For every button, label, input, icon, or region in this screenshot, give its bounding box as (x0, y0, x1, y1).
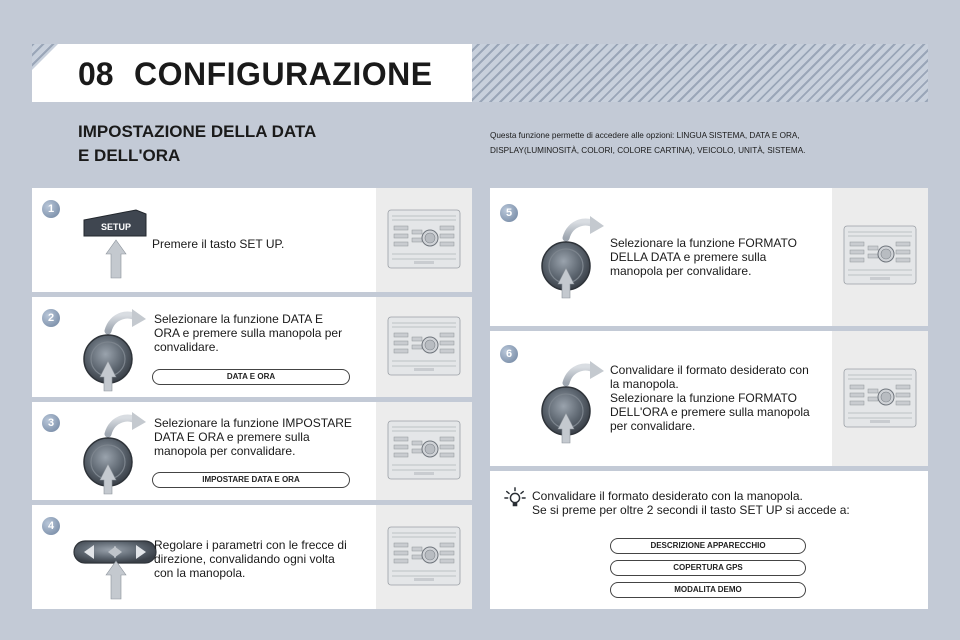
car-radio-icon (386, 204, 462, 276)
rotary-knob-icon (536, 212, 606, 302)
section-title-line2: E DELL'ORA (78, 146, 181, 165)
car-radio-icon (386, 521, 462, 593)
chapter-number: 08 (78, 56, 114, 92)
step-2-text-line3: convalidare. (154, 340, 219, 354)
step-4-panel (32, 505, 472, 609)
step-6-text (610, 363, 834, 433)
step-5-badge: 5 (500, 204, 518, 222)
menu-label-data-e-ora: DATA E ORA (152, 369, 350, 385)
step-5-text-line1: Selezionare la funzione FORMATO (610, 236, 797, 250)
step-4-text-line3: con la manopola. (154, 566, 246, 580)
step-3-text-line1: Selezionare la funzione IMPOSTARE (154, 416, 352, 430)
step-4-text-line1: Regolare i parametri con le frecce di (154, 538, 347, 552)
step-6-panel (490, 331, 928, 466)
step-3-text-line3: manopola per convalidare. (154, 444, 296, 458)
tip-text (532, 489, 922, 517)
rotary-knob-icon (536, 357, 606, 447)
section-title (78, 120, 378, 168)
step-5-panel (490, 188, 928, 326)
step-5-image-area (832, 188, 928, 326)
step-2-text-line2: ORA e premere sulla manopola per (154, 326, 343, 340)
direction-pad-icon (70, 523, 160, 603)
car-radio-icon (386, 311, 462, 383)
step-3-image-area (376, 402, 472, 500)
step-2-badge: 2 (42, 309, 60, 327)
step-4-badge: 4 (42, 517, 60, 535)
step-2-image-area (376, 297, 472, 397)
menu-label-copertura-gps: COPERTURA GPS (610, 560, 806, 576)
setup-key-icon (76, 202, 152, 286)
step-2-panel (32, 297, 472, 397)
step-1-text: Premere il tasto SET UP. (152, 237, 285, 251)
step-1-panel (32, 188, 472, 292)
car-radio-icon (842, 220, 918, 292)
step-5-text-line3: manopola per convalidare. (610, 264, 752, 278)
step-6-text-line1: Convalidare il formato desiderato con (610, 363, 809, 377)
car-radio-icon (842, 363, 918, 435)
tip-line1: Convalidare il formato desiderato con la manopola. (532, 489, 803, 503)
tip-panel (490, 471, 928, 609)
step-4-image-area (376, 505, 472, 609)
step-6-image-area (832, 331, 928, 466)
step-3-text-line2: DATA E ORA e premere sulla (154, 430, 310, 444)
step-3-text (154, 416, 374, 458)
light-bulb-icon (504, 487, 526, 509)
menu-label-descrizione-apparecchio: DESCRIZIONE APPARECCHIO (610, 538, 806, 554)
section-title-line1: IMPOSTAZIONE DELLA DATA (78, 122, 317, 141)
step-2-text-line1: Selezionare la funzione DATA E (154, 312, 323, 326)
rotary-knob-icon (78, 305, 148, 395)
step-3-badge: 3 (42, 414, 60, 432)
tip-line2: Se si preme per oltre 2 secondi il tasto SET UP si accede a: (532, 503, 850, 517)
step-4-text-line2: direzione, convalidando ogni volta (154, 552, 335, 566)
setup-key-label: SETUP (100, 222, 132, 232)
step-6-text-line5: per convalidare. (610, 419, 696, 433)
step-6-text-line4: DELL'ORA e premere sulla manopola (610, 405, 810, 419)
intro-line1: Questa funzione permette di accedere alle opzioni: LINGUA SISTEMA, DATA E ORA, (490, 131, 800, 140)
step-2-text (154, 312, 374, 354)
chapter-title: CONFIGURAZIONE (134, 56, 433, 92)
step-5-text-line2: DELLA DATA e premere sulla (610, 250, 767, 264)
step-6-badge: 6 (500, 345, 518, 363)
step-3-panel (32, 402, 472, 500)
menu-label-modalita-demo: MODALITA DEMO (610, 582, 806, 598)
step-1-badge: 1 (42, 200, 60, 218)
intro-line2: DISPLAY(LUMINOSITÀ, COLORI, COLORE CARTINA), VEICOLO, UNITÀ, SISTEMA. (490, 146, 806, 155)
intro-text (490, 128, 910, 158)
step-6-text-line3: Selezionare la funzione FORMATO (610, 391, 797, 405)
step-6-text-line2: la manopola. (610, 377, 679, 391)
car-radio-icon (386, 415, 462, 487)
step-4-text (154, 538, 378, 580)
menu-label-impostare-data-e-ora: IMPOSTARE DATA E ORA (152, 472, 350, 488)
step-1-image-area (376, 188, 472, 292)
step-5-text (610, 236, 830, 278)
rotary-knob-icon (78, 408, 148, 498)
